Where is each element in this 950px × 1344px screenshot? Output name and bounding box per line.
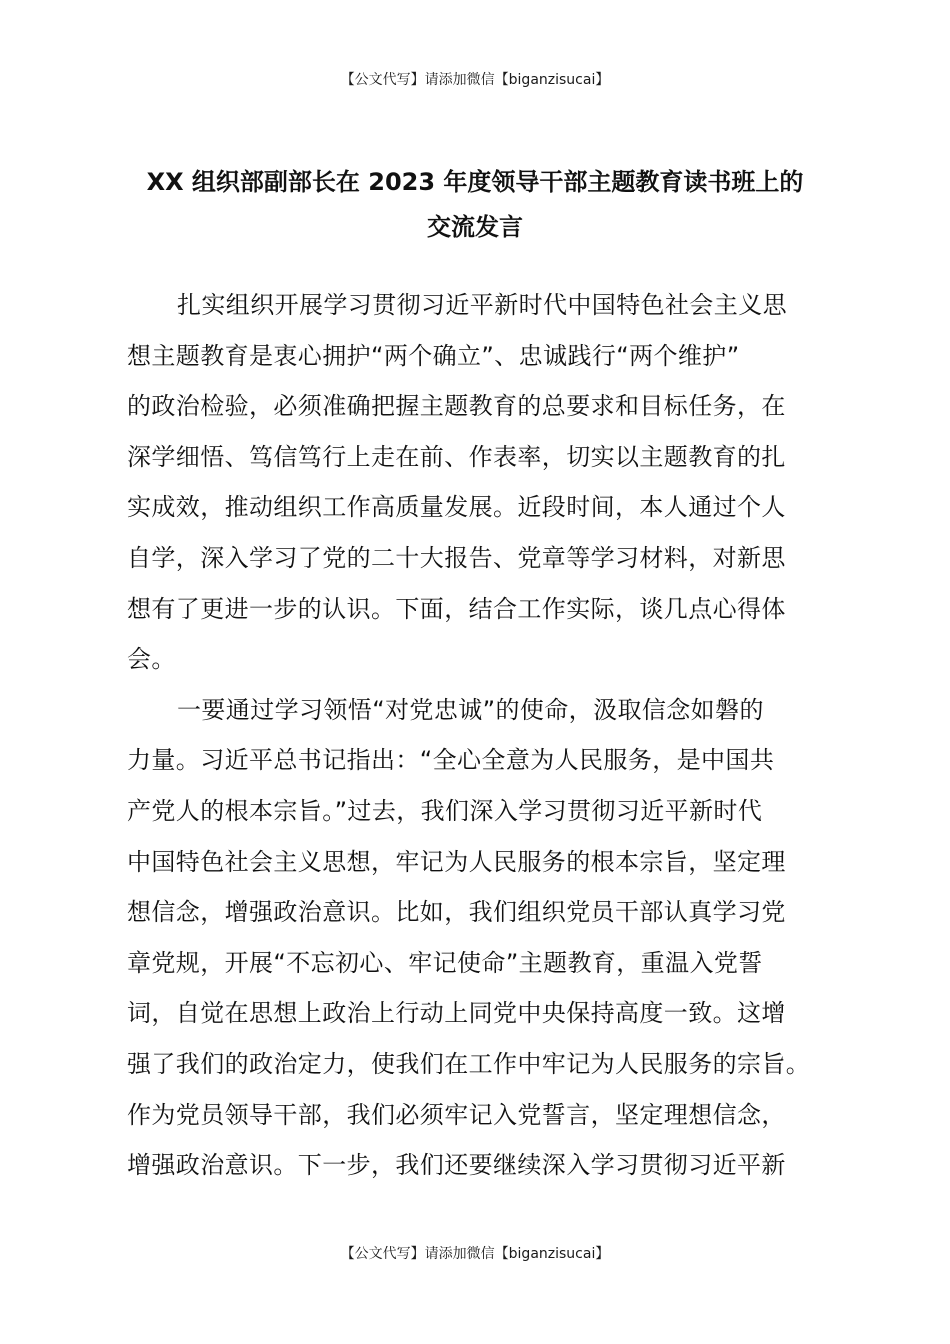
paragraph-line: 自学，深入学习了党的二十大报告、党章等学习材料，对新思 xyxy=(127,543,786,572)
document-body xyxy=(127,280,839,1191)
paragraph-line: 词，自觉在思想上政治上行动上同党中央保持高度一致。这增 xyxy=(127,999,786,1028)
paragraph-line: 实成效，推动组织工作高质量发展。近段时间，本人通过个人 xyxy=(127,493,786,522)
paragraph-line: 想有了更进一步的认识。下面，结合工作实际，谈几点心得体 xyxy=(127,594,786,623)
paragraph-line: 深学细悟、笃信笃行上走在前、作表率，切实以主题教育的扎 xyxy=(127,442,786,471)
header-watermark-note: 【公文代写】请添加微信【biganzisucai】 xyxy=(340,72,610,88)
paragraph-line: 作为党员领导干部，我们必须牢记入党誓言，坚定理想信念， xyxy=(127,1100,786,1129)
paragraph-line: 一要通过学习领悟“对党忠诚”的使命，汲取信念如磐的 xyxy=(177,695,764,724)
paragraph-line: 会。 xyxy=(127,645,176,674)
paragraph-line: 想主题教育是衷心拥护“两个确立”、忠诚践行“两个维护” xyxy=(127,341,740,370)
paragraph-line: 产党人的根本宗旨。”过去，我们深入学习贯彻习近平新时代 xyxy=(127,796,763,825)
paragraph-line: 力量。习近平总书记指出：“全心全意为人民服务，是中国共 xyxy=(127,746,775,775)
title-line-1: XX 组织部副部长在 2023 年度领导干部主题教育读书班上的 xyxy=(146,168,804,196)
footer-watermark-note: 【公文代写】请添加微信【biganzisucai】 xyxy=(340,1246,610,1262)
paragraph-line: 想信念，增强政治意识。比如，我们组织党员干部认真学习党 xyxy=(127,898,786,927)
paragraph-line: 增强政治意识。下一步，我们还要继续深入学习贯彻习近平新 xyxy=(127,1151,786,1180)
document-title xyxy=(100,160,850,250)
paragraph-line: 中国特色社会主义思想，牢记为人民服务的根本宗旨，坚定理 xyxy=(127,847,786,876)
paragraph-line: 章党规，开展“不忘初心、牢记使命”主题教育，重温入党誓 xyxy=(127,948,763,977)
title-line-2: 交流发言 xyxy=(427,213,523,241)
paragraph-line: 的政治检验，必须准确把握主题教育的总要求和目标任务，在 xyxy=(127,392,786,421)
paragraph-line: 强了我们的政治定力，使我们在工作中牢记为人民服务的宗旨。 xyxy=(127,1049,811,1078)
paragraph-line: 扎实组织开展学习贯彻习近平新时代中国特色社会主义思 xyxy=(177,291,787,319)
